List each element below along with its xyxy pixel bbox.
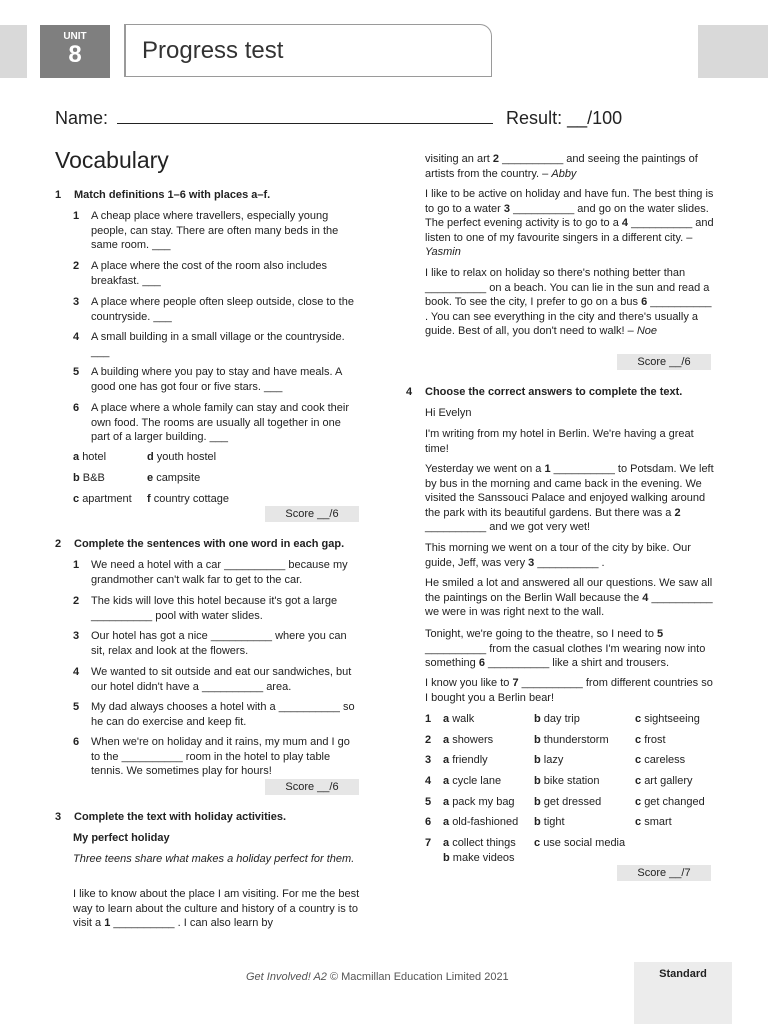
item-text: When we're on holiday and it rains, my mum and I go to the __________ room in the hotel to play table tennis. We sometimes play for hours! xyxy=(91,736,350,777)
text-run: __________ to Potsdam. We left by bus in the morning and came back in the evening. We visited the Sanssouci Palace and enjoyed walking around the park with its beautiful gardens. But there was a xyxy=(425,463,714,519)
answer-option-a[interactable]: a friendly xyxy=(443,754,488,766)
answer-option-b[interactable]: b day trip xyxy=(534,713,580,725)
item-text: A cheap place where travellers, especially young people, can stay. There are often many beds in the same room. ___ xyxy=(91,210,339,251)
section-title: Vocabulary xyxy=(55,147,169,173)
author-name: Noe xyxy=(636,325,658,337)
item-number: 5 xyxy=(73,366,80,378)
answer-number: 7 xyxy=(425,837,432,849)
letter-paragraph xyxy=(425,676,717,705)
answer-number: 4 xyxy=(425,775,432,787)
item-text: A place where people often sleep outside, close to the countryside. ___ xyxy=(91,296,354,323)
level-label: Standard xyxy=(659,968,707,980)
unit-label: UNIT xyxy=(63,31,87,42)
option-letter: b xyxy=(73,472,80,484)
option-text: get changed xyxy=(644,796,705,808)
option-text: art gallery xyxy=(644,775,693,787)
answer-option-c[interactable]: c smart xyxy=(635,816,672,828)
option-text: bike station xyxy=(543,775,600,787)
text-run: I like to relax on holiday so there's nothing better than __________ on a beach. You can lie in the sun and read a book. To see the city, I prefer to go on a bus xyxy=(425,267,710,308)
unit-badge xyxy=(40,25,110,78)
answer-option-c[interactable]: c careless xyxy=(635,754,686,766)
footer-copyright xyxy=(246,970,509,985)
option-letter: c xyxy=(73,493,80,505)
q3-intro: Three teens share what makes a holiday perfect for them. xyxy=(73,853,355,865)
option-text: make videos xyxy=(452,852,515,864)
option-text: use social media xyxy=(543,837,626,849)
item-number: 1 xyxy=(73,210,80,222)
item-number: 5 xyxy=(73,701,80,713)
answer-option-a[interactable]: a collect things xyxy=(443,837,516,849)
option-text: friendly xyxy=(452,754,488,766)
item-number: 3 xyxy=(73,296,80,308)
gap-number: 3 xyxy=(503,202,511,215)
answer-option-c[interactable]: c get changed xyxy=(635,796,705,808)
q3-instruction: Complete the text with holiday activities. xyxy=(74,811,287,823)
q3-subtitle: My perfect holiday xyxy=(73,832,170,844)
name-result-line xyxy=(55,107,625,129)
option-text: walk xyxy=(452,713,475,725)
option-text: get dressed xyxy=(543,796,602,808)
score-box: Score __/6 xyxy=(617,354,711,370)
q3-paragraph-1 xyxy=(73,887,363,931)
score-box: Score __/7 xyxy=(617,865,711,881)
option-text: careless xyxy=(644,754,686,766)
author-name: Abby xyxy=(551,167,577,180)
answer-option-a[interactable]: a old-fashioned xyxy=(443,816,519,828)
page-title: Progress test xyxy=(142,37,284,64)
letter-paragraph xyxy=(425,462,717,535)
text-run: __________ and listen to one of my favourite singers in a different city. – xyxy=(425,217,714,244)
answer-option-c[interactable]: c use social media xyxy=(534,837,626,849)
answer-option-c[interactable]: c frost xyxy=(635,734,666,746)
answer-option-b[interactable]: b lazy xyxy=(534,754,564,766)
option-text: pack my bag xyxy=(452,796,515,808)
answer-number: 6 xyxy=(425,816,432,828)
text-run: __________ . You can see everything in the city and there's usually a guide. Best of all, you don't need to walk! – xyxy=(425,296,712,337)
text-run: I like to be active on holiday and have fun. The best thing is to go to a water xyxy=(425,188,714,215)
answer-row xyxy=(425,774,431,789)
answer-option-b[interactable]: b tight xyxy=(534,816,565,828)
text-run: __________ and seeing the paintings of artists from the country. – xyxy=(425,153,698,180)
option-text: frost xyxy=(644,734,666,746)
text-run: He smiled a lot and answered all our questions. We saw all the paintings on the Berlin Wall because the xyxy=(425,577,713,604)
q1-instruction: Match definitions 1–6 with places a–f. xyxy=(74,189,271,201)
book-title: Get Involved! A2 xyxy=(246,971,327,983)
text-run: I like to know about the place I am visiting. For me the best way to learn about the culture and history of a country is to visit a xyxy=(73,888,360,929)
option-text: sightseeing xyxy=(644,713,700,725)
q2-number: 2 xyxy=(55,538,62,550)
q1-option xyxy=(73,471,105,486)
item-number: 1 xyxy=(73,559,80,571)
gap-number: 1 xyxy=(104,917,111,929)
q3-number: 3 xyxy=(55,811,62,823)
q4-number: 4 xyxy=(406,386,413,398)
answer-option-b[interactable]: b make videos xyxy=(443,852,515,864)
text-run: __________ like a shirt and trousers. xyxy=(488,657,670,669)
q1-option xyxy=(73,450,106,465)
letter-paragraph: I'm writing from my hotel in Berlin. We're having a great time! xyxy=(425,428,694,455)
option-text: youth hostel xyxy=(156,451,217,463)
gap-number: 1 xyxy=(544,463,551,475)
answer-row xyxy=(425,712,431,727)
text-run: This morning we went on a tour of the city by bike. Our guide, Jeff, was very xyxy=(425,542,691,569)
option-text: tight xyxy=(543,816,565,828)
item-text: My dad always chooses a hotel with a __________ so he can do exercise and keep fit. xyxy=(91,701,355,728)
q4-instruction: Choose the correct answers to complete the text. xyxy=(425,386,683,398)
answer-option-c[interactable]: c art gallery xyxy=(635,775,693,787)
option-text: country cottage xyxy=(153,493,229,505)
answer-row xyxy=(425,733,431,748)
letter-greeting: Hi Evelyn xyxy=(425,407,472,419)
title-box xyxy=(124,24,492,77)
letter-paragraph xyxy=(425,576,717,620)
gap-number: 4 xyxy=(621,217,629,229)
text-run: __________ . I can also learn by xyxy=(113,917,273,929)
option-text: B&B xyxy=(82,472,105,484)
gap-number: 7 xyxy=(512,677,519,689)
option-text: cycle lane xyxy=(452,775,502,787)
item-text: A small building in a small village or the countryside. ___ xyxy=(91,331,345,358)
answer-option-a[interactable]: a cycle lane xyxy=(443,775,502,787)
item-text: A place where the cost of the room also includes breakfast. ___ xyxy=(91,260,328,287)
item-number: 4 xyxy=(73,666,80,678)
option-text: thunderstorm xyxy=(543,734,609,746)
gap-number: 5 xyxy=(657,628,664,640)
q3-paragraph-3 xyxy=(425,266,717,339)
item-number: 2 xyxy=(73,260,80,272)
text-run: __________ we were in was right next to the wall. xyxy=(425,591,713,618)
option-letter: d xyxy=(147,451,154,463)
item-text: A place where a whole family can stay and cook their own food. The rooms are usually all together in one part of a larger building. ___ xyxy=(91,402,350,443)
option-text: lazy xyxy=(543,754,564,766)
answer-number: 3 xyxy=(425,754,432,766)
option-text: apartment xyxy=(82,493,132,505)
item-text: A building where you pay to stay and have meals. A good one has got four or five stars. ___ xyxy=(91,366,342,393)
name-label: Name: xyxy=(55,108,109,128)
text-run: __________ and we got very wet! xyxy=(425,521,591,533)
q1-option xyxy=(73,492,132,507)
option-text: hotel xyxy=(82,451,107,463)
option-text: campsite xyxy=(156,472,201,484)
answer-option-a[interactable]: a pack my bag xyxy=(443,796,515,808)
q1-option xyxy=(147,471,200,486)
answer-option-a[interactable]: a showers xyxy=(443,734,494,746)
item-text: Our hotel has got a nice __________ where you can sit, relax and look at the flowers. xyxy=(91,630,347,657)
option-text: collect things xyxy=(452,837,516,849)
gap-number: 6 xyxy=(641,296,648,308)
result-label: Result: __/100 xyxy=(506,108,623,128)
text-run: __________ . xyxy=(537,556,605,569)
gap-number: 6 xyxy=(478,657,485,669)
item-text: We wanted to sit outside and eat our sandwiches, but our hotel didn't have a __________ area. xyxy=(91,666,352,693)
copyright-text: © Macmillan Education Limited 2021 xyxy=(326,971,509,983)
answer-row xyxy=(425,815,431,830)
text-run: Yesterday we went on a xyxy=(425,463,542,475)
option-letter: e xyxy=(147,472,154,484)
item-text: We need a hotel with a car __________ because my grandmother can't walk far to get to the car. xyxy=(91,559,348,586)
q3-paragraph-2 xyxy=(425,187,717,260)
answer-row xyxy=(425,753,431,768)
score-box: Score __/6 xyxy=(265,779,359,795)
option-letter: a xyxy=(73,451,80,463)
score-box: Score __/6 xyxy=(265,506,359,522)
answer-option-b[interactable]: b thunderstorm xyxy=(534,734,609,746)
text-run: __________ from different countries so I bought you a Berlin bear! xyxy=(425,677,713,704)
q3-paragraph-1-cont xyxy=(425,152,717,181)
answer-number: 1 xyxy=(425,713,432,725)
answer-number: 2 xyxy=(425,734,432,746)
letter-paragraph xyxy=(425,627,717,671)
gap-number: 4 xyxy=(642,591,649,604)
q1-option xyxy=(147,450,216,465)
answer-option-c[interactable]: c sightseeing xyxy=(635,713,700,725)
gap-number: 3 xyxy=(528,556,535,569)
item-number: 6 xyxy=(73,402,80,414)
answer-row xyxy=(425,795,431,810)
unit-number: 8 xyxy=(68,41,82,68)
answer-number: 5 xyxy=(425,796,432,808)
answer-option-b[interactable]: b bike station xyxy=(534,775,600,787)
item-number: 3 xyxy=(73,630,80,642)
text-run: __________ from the casual clothes I'm wearing now into something xyxy=(425,642,706,669)
option-letter: f xyxy=(147,493,151,505)
answer-row xyxy=(425,836,431,851)
level-badge xyxy=(634,962,732,1024)
item-number: 6 xyxy=(73,736,80,748)
name-field[interactable] xyxy=(117,107,493,124)
q2-instruction: Complete the sentences with one word in each gap. xyxy=(74,538,345,550)
header-right-tab xyxy=(698,25,768,78)
item-text: The kids will love this hotel because it's got a large __________ pool with water slides. xyxy=(91,595,338,622)
option-text: showers xyxy=(452,734,494,746)
author-name: Yasmin xyxy=(425,246,461,258)
option-text: day trip xyxy=(543,713,580,725)
answer-option-a[interactable]: a walk xyxy=(443,713,475,725)
gap-number: 2 xyxy=(674,506,681,519)
item-number: 4 xyxy=(73,331,80,343)
header-left-tab xyxy=(0,25,27,78)
letter-paragraph xyxy=(425,541,717,570)
option-text: smart xyxy=(644,816,672,828)
q1-option xyxy=(147,492,229,507)
item-number: 2 xyxy=(73,595,80,607)
answer-option-b[interactable]: b get dressed xyxy=(534,796,602,808)
text-run: Tonight, we're going to the theatre, so I need to xyxy=(425,628,654,640)
option-text: old-fashioned xyxy=(452,816,519,828)
gap-number: 2 xyxy=(492,153,499,165)
text-run: __________ and go on the water slides. The perfect evening activity is to go to a xyxy=(425,202,709,229)
q1-number: 1 xyxy=(55,189,62,201)
text-run: I know you like to xyxy=(425,677,510,689)
text-run: visiting an art xyxy=(425,153,490,165)
